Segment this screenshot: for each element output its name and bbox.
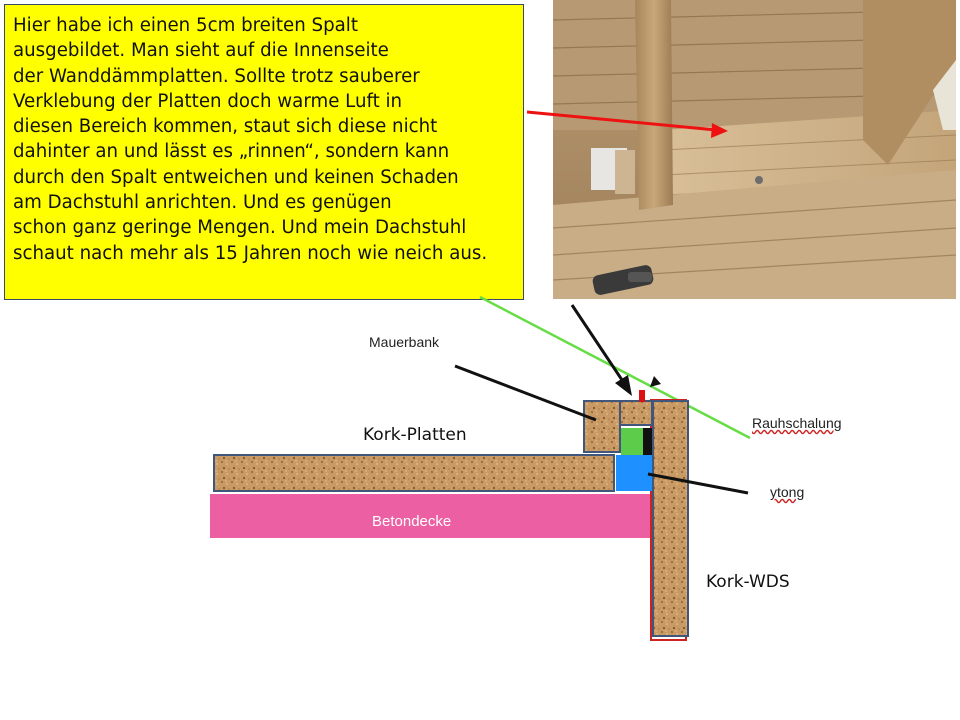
callout-line: ausgebildet. Man sieht auf die Innenseite: [13, 40, 389, 62]
mauerbank-label: Mauerbank: [369, 334, 440, 350]
callout-line: schaut nach mehr als 15 Jahren noch wie neich aus.: [13, 242, 488, 264]
kork-platten-label: Kork-Platten: [363, 425, 467, 445]
callout-line: diesen Bereich kommen, staut sich diese nicht: [13, 116, 438, 138]
callout-line: schon ganz geringe Mengen. Und mein Dachstuhl: [13, 217, 467, 239]
betondecke-label: Betondecke: [372, 513, 452, 530]
photo-gap-arrow: [572, 305, 624, 383]
callout-line: dahinter an und lässt es „rinnen“, sondern kann: [13, 141, 450, 163]
top-black-marker: [650, 376, 661, 387]
callout-line: am Dachstuhl anrichten. Und es genügen: [13, 192, 392, 214]
callout-line: durch den Spalt entweichen und keinen Schaden: [13, 166, 459, 188]
callout-line: der Wanddämmplatten. Sollte trotz sauberer: [13, 65, 420, 87]
mauerbank-pointer: [455, 366, 596, 420]
black-strip: [643, 428, 652, 455]
rauhschalung-label: Rauhschalung: [752, 415, 842, 431]
red-arrow-head: [711, 123, 728, 138]
ytong-label: ytong: [770, 484, 805, 500]
red-arrow: [527, 112, 716, 130]
kork-platten-horizontal: [214, 455, 614, 491]
top-red-marker: [639, 390, 645, 402]
mauerbank-block-left: [584, 401, 620, 452]
ytong-block: [616, 455, 653, 491]
kork-wds-vertical: [653, 401, 688, 636]
green-block: [621, 428, 643, 455]
photo-gap-arrow-head: [615, 375, 632, 396]
kork-wds-label: Kork-WDS: [706, 572, 790, 592]
mauerbank-block-top: [620, 401, 652, 425]
callout-line: Verklebung der Platten doch warme Luft in: [13, 90, 403, 112]
callout-line: Hier habe ich einen 5cm breiten Spalt: [13, 15, 358, 36]
